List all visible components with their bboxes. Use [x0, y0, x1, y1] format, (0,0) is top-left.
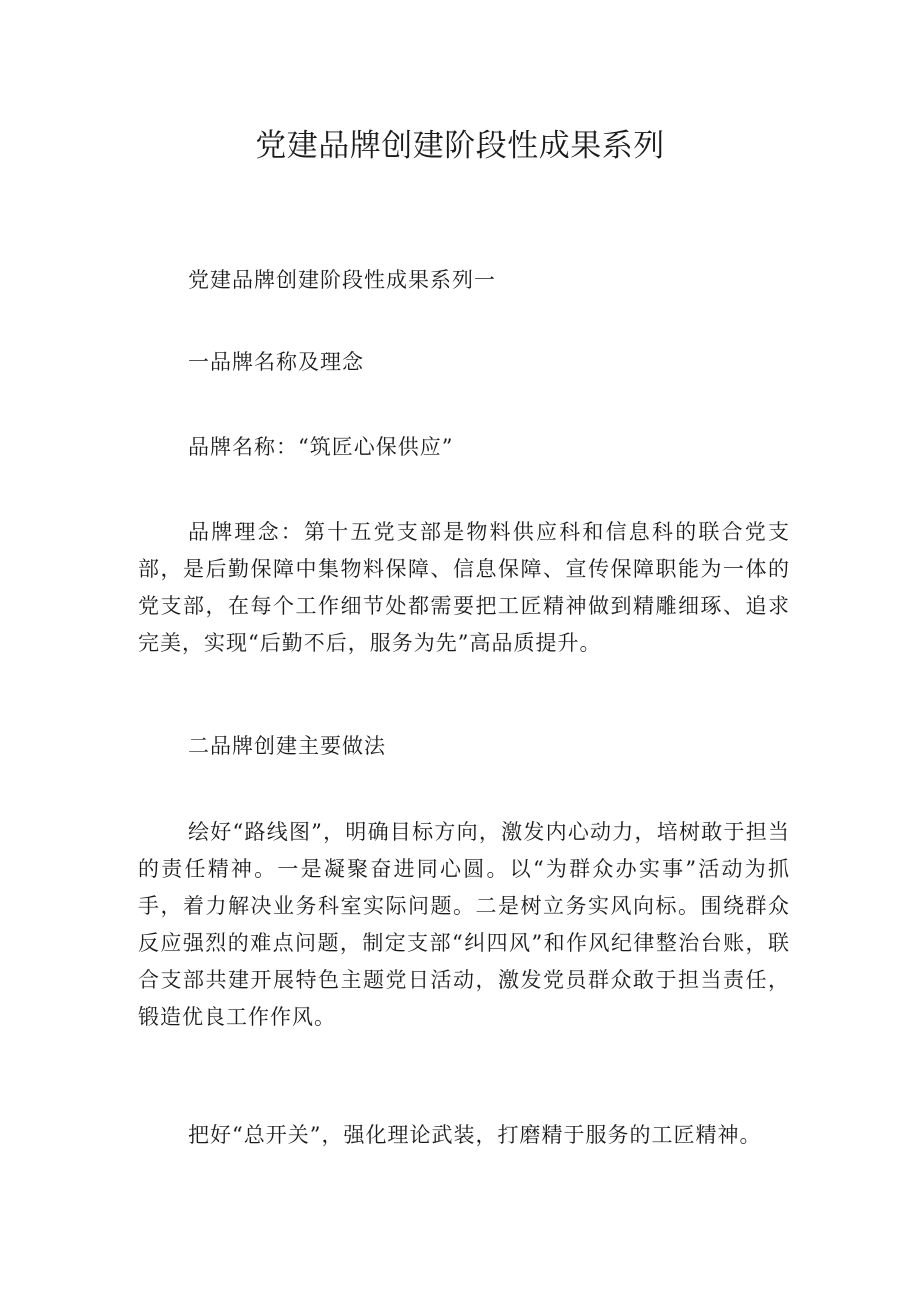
section-heading: 二品牌创建主要做法	[188, 734, 386, 758]
section-heading: 党建品牌创建阶段性成果系列一	[188, 268, 496, 292]
brand-name-line: 品牌名称：“筑匠心保供应”	[188, 435, 454, 459]
body-paragraph: 品牌理念：第十五党支部是物料供应科和信息科的联合党支部，是后勤保障中集物料保障、信息保障、宣传保障职能为一体的党支部，在每个工作细节处都需要把工匠精神做到精雕细琢、追求完美，实现“后勤不后，服务为先”高品质提升。	[138, 520, 790, 655]
document-title: 党建品牌创建阶段性成果系列	[255, 128, 665, 164]
body-paragraph: 把好“总开关”，强化理论武装，打磨精于服务的工匠精神。	[188, 1123, 762, 1147]
section-heading: 一品牌名称及理念	[188, 350, 364, 374]
body-paragraph: 绘好“路线图”，明确目标方向，激发内心动力，培树敢于担当的责任精神。一是凝聚奋进同心圆。以“为群众办实事”活动为抓手，着力解决业务科室实际问题。二是树立务实风向标。围绕群众反应强烈的难点问题，制定支部“纠四风”和作风纪律整治台账，联合支部共建开展特色主题党日活动，激发党员群众敢于担当责任，锻造优良工作作风。	[138, 820, 790, 1029]
